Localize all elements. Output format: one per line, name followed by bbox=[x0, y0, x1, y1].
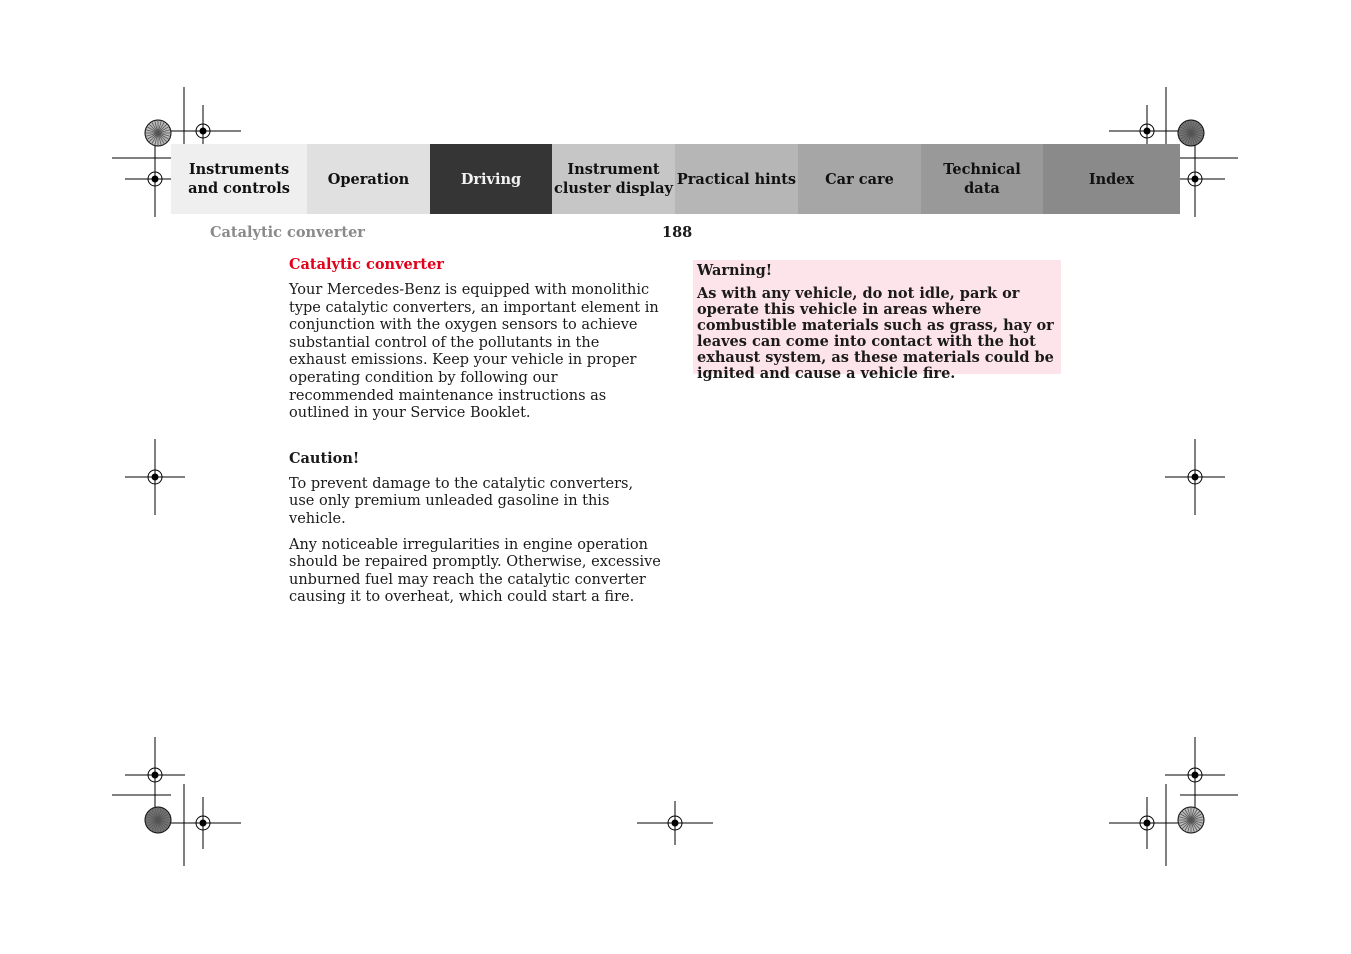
tab-operation[interactable]: Operation bbox=[307, 144, 430, 214]
caution-heading: Caution! bbox=[289, 449, 360, 467]
registration-mark-dot bbox=[200, 820, 206, 826]
section-heading: Catalytic converter bbox=[289, 256, 444, 273]
warning-box bbox=[693, 260, 1061, 382]
tab-technical-data[interactable]: Technical data bbox=[921, 144, 1043, 214]
registration-mark-dot bbox=[1192, 772, 1198, 778]
tab-practical-hints[interactable]: Practical hints bbox=[675, 144, 798, 214]
tab-driving[interactable]: Driving bbox=[430, 144, 552, 214]
registration-mark-dot bbox=[152, 474, 158, 480]
registration-mark-dot bbox=[1192, 176, 1198, 182]
warning-text: As with any vehicle, do not idle, park or operate this vehicle in areas where combustible materials such as grass, hay or leaves can come into contact with the hot exhaust system, as these materials could be ignited and cause a vehicle fire. bbox=[697, 285, 1054, 382]
registration-mark-dot bbox=[152, 176, 158, 182]
tab-instruments-and-controls[interactable]: Instruments and controls bbox=[171, 144, 307, 214]
tab-instrument-cluster-display[interactable]: Instrument cluster display bbox=[552, 144, 675, 214]
registration-mark-dot bbox=[200, 128, 206, 134]
intro-paragraph: Your Mercedes-Benz is equipped with monolithic type catalytic converters, an important element in conjunction with the oxygen sensors to achieve substantial control of the pollutants in the exhaust emissions. Keep your vehicle in proper operating condition by following our recommended maintenance instructions as outlined in your Service Booklet. bbox=[289, 282, 659, 422]
registration-mark-dot bbox=[1192, 474, 1198, 480]
registration-mark-dot bbox=[1144, 820, 1150, 826]
registration-mark-dot bbox=[672, 820, 678, 826]
warning-title: Warning! bbox=[697, 262, 773, 279]
registration-mark-dot bbox=[1144, 128, 1150, 134]
tab-car-care[interactable]: Car care bbox=[798, 144, 921, 214]
tab-index[interactable]: Index bbox=[1043, 144, 1180, 214]
caution-paragraph-2: Any noticeable irregularities in engine operation should be repaired promptly. Otherwise, excessive unburned fuel may reach the catalytic converter causing it to overheat, which could start a fire. bbox=[289, 536, 661, 606]
main-text-column bbox=[289, 256, 661, 615]
running-header-title: Catalytic converter bbox=[210, 224, 365, 241]
chapter-tabs bbox=[171, 144, 1180, 214]
registration-mark-dot bbox=[152, 772, 158, 778]
caution-paragraph-1: To prevent damage to the catalytic converters, use only premium unleaded gasoline in this vehicle. bbox=[289, 475, 634, 527]
page-number: 188 bbox=[662, 224, 693, 241]
